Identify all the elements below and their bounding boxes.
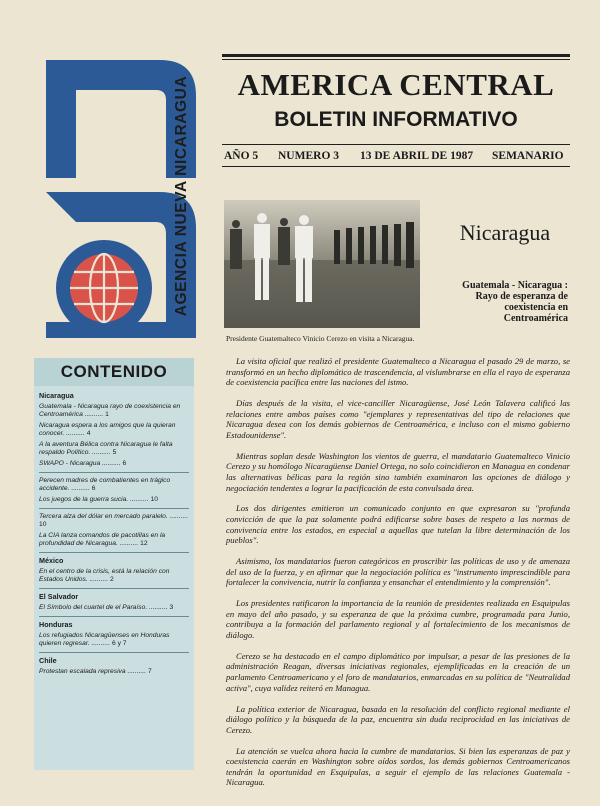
contents-leader-dots: .......... [89, 576, 111, 583]
contents-leader-dots: .......... [169, 513, 189, 520]
masthead [222, 54, 570, 176]
contents-entry-page: 1 [105, 411, 109, 418]
contents-leader-dots: .......... [71, 485, 92, 492]
contents-divider [39, 652, 189, 653]
article-paragraph: Asimismo, los mandatarios fueron categóricos en proscribir las políticas de uso y de amenaza del uso de la fuerza, y en afirmar que la negociación política es "instrumento imprescindible para fortalecer la convivencia, nutrir la confianza y ensanchar el entendimiento y la comprensión". [226, 556, 570, 588]
contents-entry [39, 496, 189, 504]
article-paragraph: Los dos dirigentes emitieron un comunicado conjunto en que expresaron su "profunda convicción de que la paz solamente podrá edificarse sobre bases de respeto a las normas de convivencia entre los estados, en especial a aquellas que tutelan la libre determinación de los pueblos". [226, 503, 570, 546]
contents-entry-text: Los refugiados Nicaragüenses en Honduras quieren regresar. [39, 632, 170, 647]
section-title: Nicaragua [459, 220, 551, 245]
contents-entry-text: SWAPO - Nicaragua [39, 460, 103, 467]
contents-entry-page: 6 [122, 460, 127, 467]
contents-entry [39, 403, 189, 419]
article-paragraph: La política exterior de Nicaragua, basada en la resolución del conflicto regional mediante el diálogo político y la búsqueda de la paz, encuentra sin duda reciprocidad en las iniciativas de Cerezo. [226, 703, 570, 735]
agency-name: AGENCIA NUEVA NICARAGUA [173, 75, 190, 317]
article-paragraph: La visita oficial que realizó el presidente Guatemalteco a Nicaragua el pasado 29 de marzo, se transformó en un hecho diplomático de trascendencia, al vislumbrarse en ella el rayo de esperanza de coexistencia pacífica entre las naciones del istmo. [226, 356, 570, 388]
contents-entry [39, 532, 189, 548]
contents-entry-page: 2 [110, 576, 114, 583]
contents-entry [39, 604, 189, 612]
contents-entry-text: Perecen madres de combatientes en trágico accidente. [39, 477, 171, 492]
contents-leader-dots: .......... [130, 496, 151, 503]
masthead-top-rule [222, 54, 570, 57]
table-of-contents [39, 388, 189, 679]
issue-date: 13 DE ABRIL DE 1987 [360, 150, 474, 162]
contents-entry-text: El Símbolo del cuartel de el Paraíso. [39, 604, 150, 611]
contents-section-name: El Salvador [39, 592, 79, 601]
contents-entry [39, 668, 189, 676]
contents-entry-page: 6 y 7 [112, 640, 127, 647]
contents-entry [39, 632, 189, 648]
contents-entry-page: 12 [140, 540, 148, 547]
issue-top-rule [222, 144, 570, 145]
contents-entry-text: En el centro de la crisis, está la relación con Estados Unidos. [39, 568, 170, 583]
contents-section-name: Nicaragua [39, 391, 74, 400]
contents-entry-page: 3 [169, 604, 174, 611]
contents-divider [39, 616, 189, 617]
contents-entry-page: 4 [86, 430, 91, 437]
article-paragraph: Mientras soplan desde Washington los vientos de guerra, el mandatario Guatemalteco Vinicio Cerezo y su homólogo Nicaragüense Daniel Ortega, no solo coincidieron en Managua en condenar las alternativas bélicas para la región sino también examinaron las opciones de diálogo y negociación tendentes a lograr la pacificación de esta convulsada área. [226, 450, 570, 493]
contents-section-name: Chile [39, 656, 57, 665]
contents-entry [39, 422, 189, 438]
article-paragraph: Cerezo se ha destacado en el campo diplomático por impulsar, a pesar de las presiones de la administración Reagan, diversas iniciativas regionales, ejemplificadas en la creación de un parlamento Centroamericano y el foro de mandatarios, enmarcadas en su política de "Neutralidad activa", cuya validez reiteró en Managua. [226, 650, 570, 693]
contents-leader-dots: .......... [149, 604, 170, 611]
article-paragraph: La atención se vuelca ahora hacia la cumbre de mandatarios. Si bien las esperanzas de paz y coexistencia caerán en Washington sobre oídos sordos, los demás gobiernos Centroamericanos tendrán la oportunidad en Esquipulas, a seguir el ejemplo de las relaciones Guatemala - Nicaragua. [226, 745, 570, 788]
contents-entry-text: Protestan escalada represiva [39, 668, 128, 675]
contents-leader-dots: .......... [127, 668, 148, 675]
photo-caption: Presidente Guatemalteco Vinicio Cerezo en visita a Nicaragua. [226, 334, 415, 343]
contents-entry-page: 10 [39, 521, 47, 528]
contents-entry-text: Los juegos de la guerra sucia. [39, 496, 131, 503]
contents-leader-dots: .......... [84, 411, 106, 418]
contents-leader-dots: .......... [119, 540, 141, 547]
contents-leader-dots: .......... [91, 640, 112, 647]
contents-leader-dots: .......... [92, 449, 113, 456]
contents-entry-text: Guatemala - Nicaragua rayo de coexistencia en Centroamérica [39, 403, 181, 418]
contents-section-name: México [39, 556, 64, 565]
contents-entry-text: A la aventura Bélica contra Nicaragua le falta respaldo Político. [39, 441, 173, 456]
publication-title: AMERICA CENTRAL [237, 67, 555, 102]
contents-entry-page: 10 [150, 496, 158, 503]
contents-divider [39, 588, 189, 589]
contents-entry [39, 513, 189, 529]
publication-subtitle: BOLETIN INFORMATIVO [274, 108, 518, 131]
issue-bottom-rule [222, 166, 570, 167]
contents-divider [39, 472, 189, 473]
contents-entry-text: Tercera alza del dólar en mercado paralelo. [39, 513, 170, 520]
article-paragraph: Días después de la visita, el vice-canciller Nicaragüense, José León Talavera calificó las relaciones entre ambos países como "ejemplares y representativas del tipo de relaciones que Nicaragua desea con los demás gobiernos de Centroamérica, e incluso con el mismo gobierno Estadounidense". [226, 398, 570, 440]
issue-year: AÑO 5 [224, 150, 259, 162]
contents-entry [39, 460, 189, 468]
contents-entry-text: La CIA lanza comandos de pacotillas en la profundidad de Nicaragua. [39, 532, 166, 547]
contents-entry [39, 568, 189, 584]
contents-entry-page: 5 [112, 449, 117, 456]
article-body [226, 356, 570, 798]
contents-section-name: Honduras [39, 620, 73, 629]
contents-entry-page: 6 [91, 485, 96, 492]
issue-frequency: SEMANARIO [492, 150, 564, 162]
article-paragraph: Los presidentes ratificaron la importancia de la reunión de presidentes realizada en Esquipulas en mayo del año pasado, y su esperanza de que la próxima cumbre, programada para Junio, contribuya a la formación del parlamento regional y al fortalecimiento de los mecanismos de diálogo. [226, 598, 570, 640]
contents-entry-page: 7 [147, 668, 152, 675]
masthead-top-rule-thin [222, 59, 570, 60]
contents-title: CONTENIDO [34, 358, 194, 386]
contents-leader-dots: .......... [102, 460, 123, 467]
article-headline: Guatemala - Nicaragua : Rayo de esperanza de coexistencia en Centroamérica [462, 280, 568, 324]
news-photo [224, 200, 420, 328]
contents-divider [39, 508, 189, 509]
contents-box [34, 358, 194, 770]
issue-number: NUMERO 3 [278, 150, 340, 162]
contents-entry [39, 441, 189, 457]
contents-entry-text: Nicaragua espera a los amigos que la quieran conocer. [39, 422, 176, 437]
contents-divider [39, 552, 189, 553]
contents-leader-dots: .......... [66, 430, 87, 437]
contents-entry [39, 477, 189, 493]
